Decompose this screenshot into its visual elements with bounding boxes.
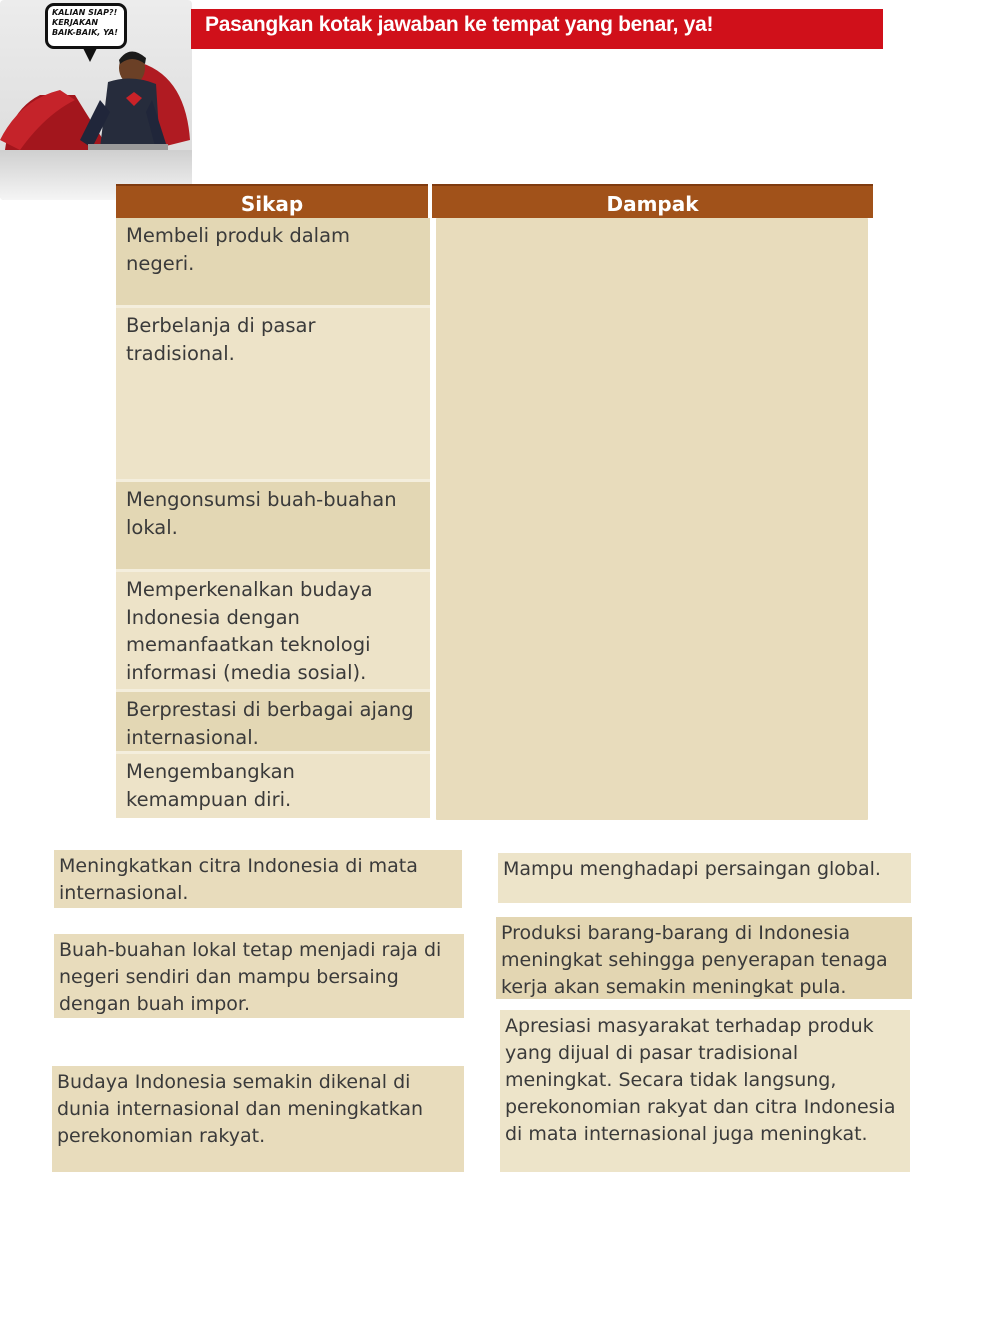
header-sikap: Sikap [116,184,428,218]
dampak-drop-zone[interactable] [436,218,868,820]
header-dampak: Dampak [432,184,873,218]
answer-box[interactable]: Budaya Indonesia semakin dikenal di dunia internasional dan meningkatkan perekonomian rakyat. [52,1066,464,1172]
answer-box[interactable]: Apresiasi masyarakat terhadap produk yang dijual di pasar tradisional meningkat. Secara tidak langsung, perekonomian rakyat dan citra Indonesia di mata internasional juga meningkat. [500,1010,910,1172]
speech-text: KALIAN SIAP?! KERJAKAN BAIK-BAIK, YA! [52,8,118,37]
speech-bubble [45,3,127,49]
answer-box[interactable]: Mampu menghadapi persaingan global. [498,853,911,903]
sikap-row-2: Berbelanja di pasar tradisional. [116,308,430,482]
matching-table [116,184,873,820]
sikap-row-1: Membeli produk dalam negeri. [116,218,430,308]
sikap-row-6: Mengembangkan kemampuan diri. [116,754,430,818]
sikap-row-5: Berprestasi di berbagai ajang internasional. [116,692,430,754]
instruction-banner [191,9,883,49]
sikap-row-3: Mengonsumsi buah-buahan lokal. [116,482,430,572]
instruction-text: Pasangkan kotak jawaban ke tempat yang benar, ya! [205,13,714,36]
answer-box[interactable]: Meningkatkan citra Indonesia di mata internasional. [54,850,462,908]
answer-box[interactable]: Produksi barang-barang di Indonesia meningkat sehingga penyerapan tenaga kerja akan semakin meningkat pula. [496,917,912,999]
mascot-image [0,0,192,200]
speech-bubble-tail [82,46,98,62]
sikap-row-4: Memperkenalkan budaya Indonesia dengan memanfaatkan teknologi informasi (media sosial). [116,572,430,692]
answer-box[interactable]: Buah-buahan lokal tetap menjadi raja di negeri sendiri dan mampu bersaing dengan buah impor. [54,934,464,1018]
